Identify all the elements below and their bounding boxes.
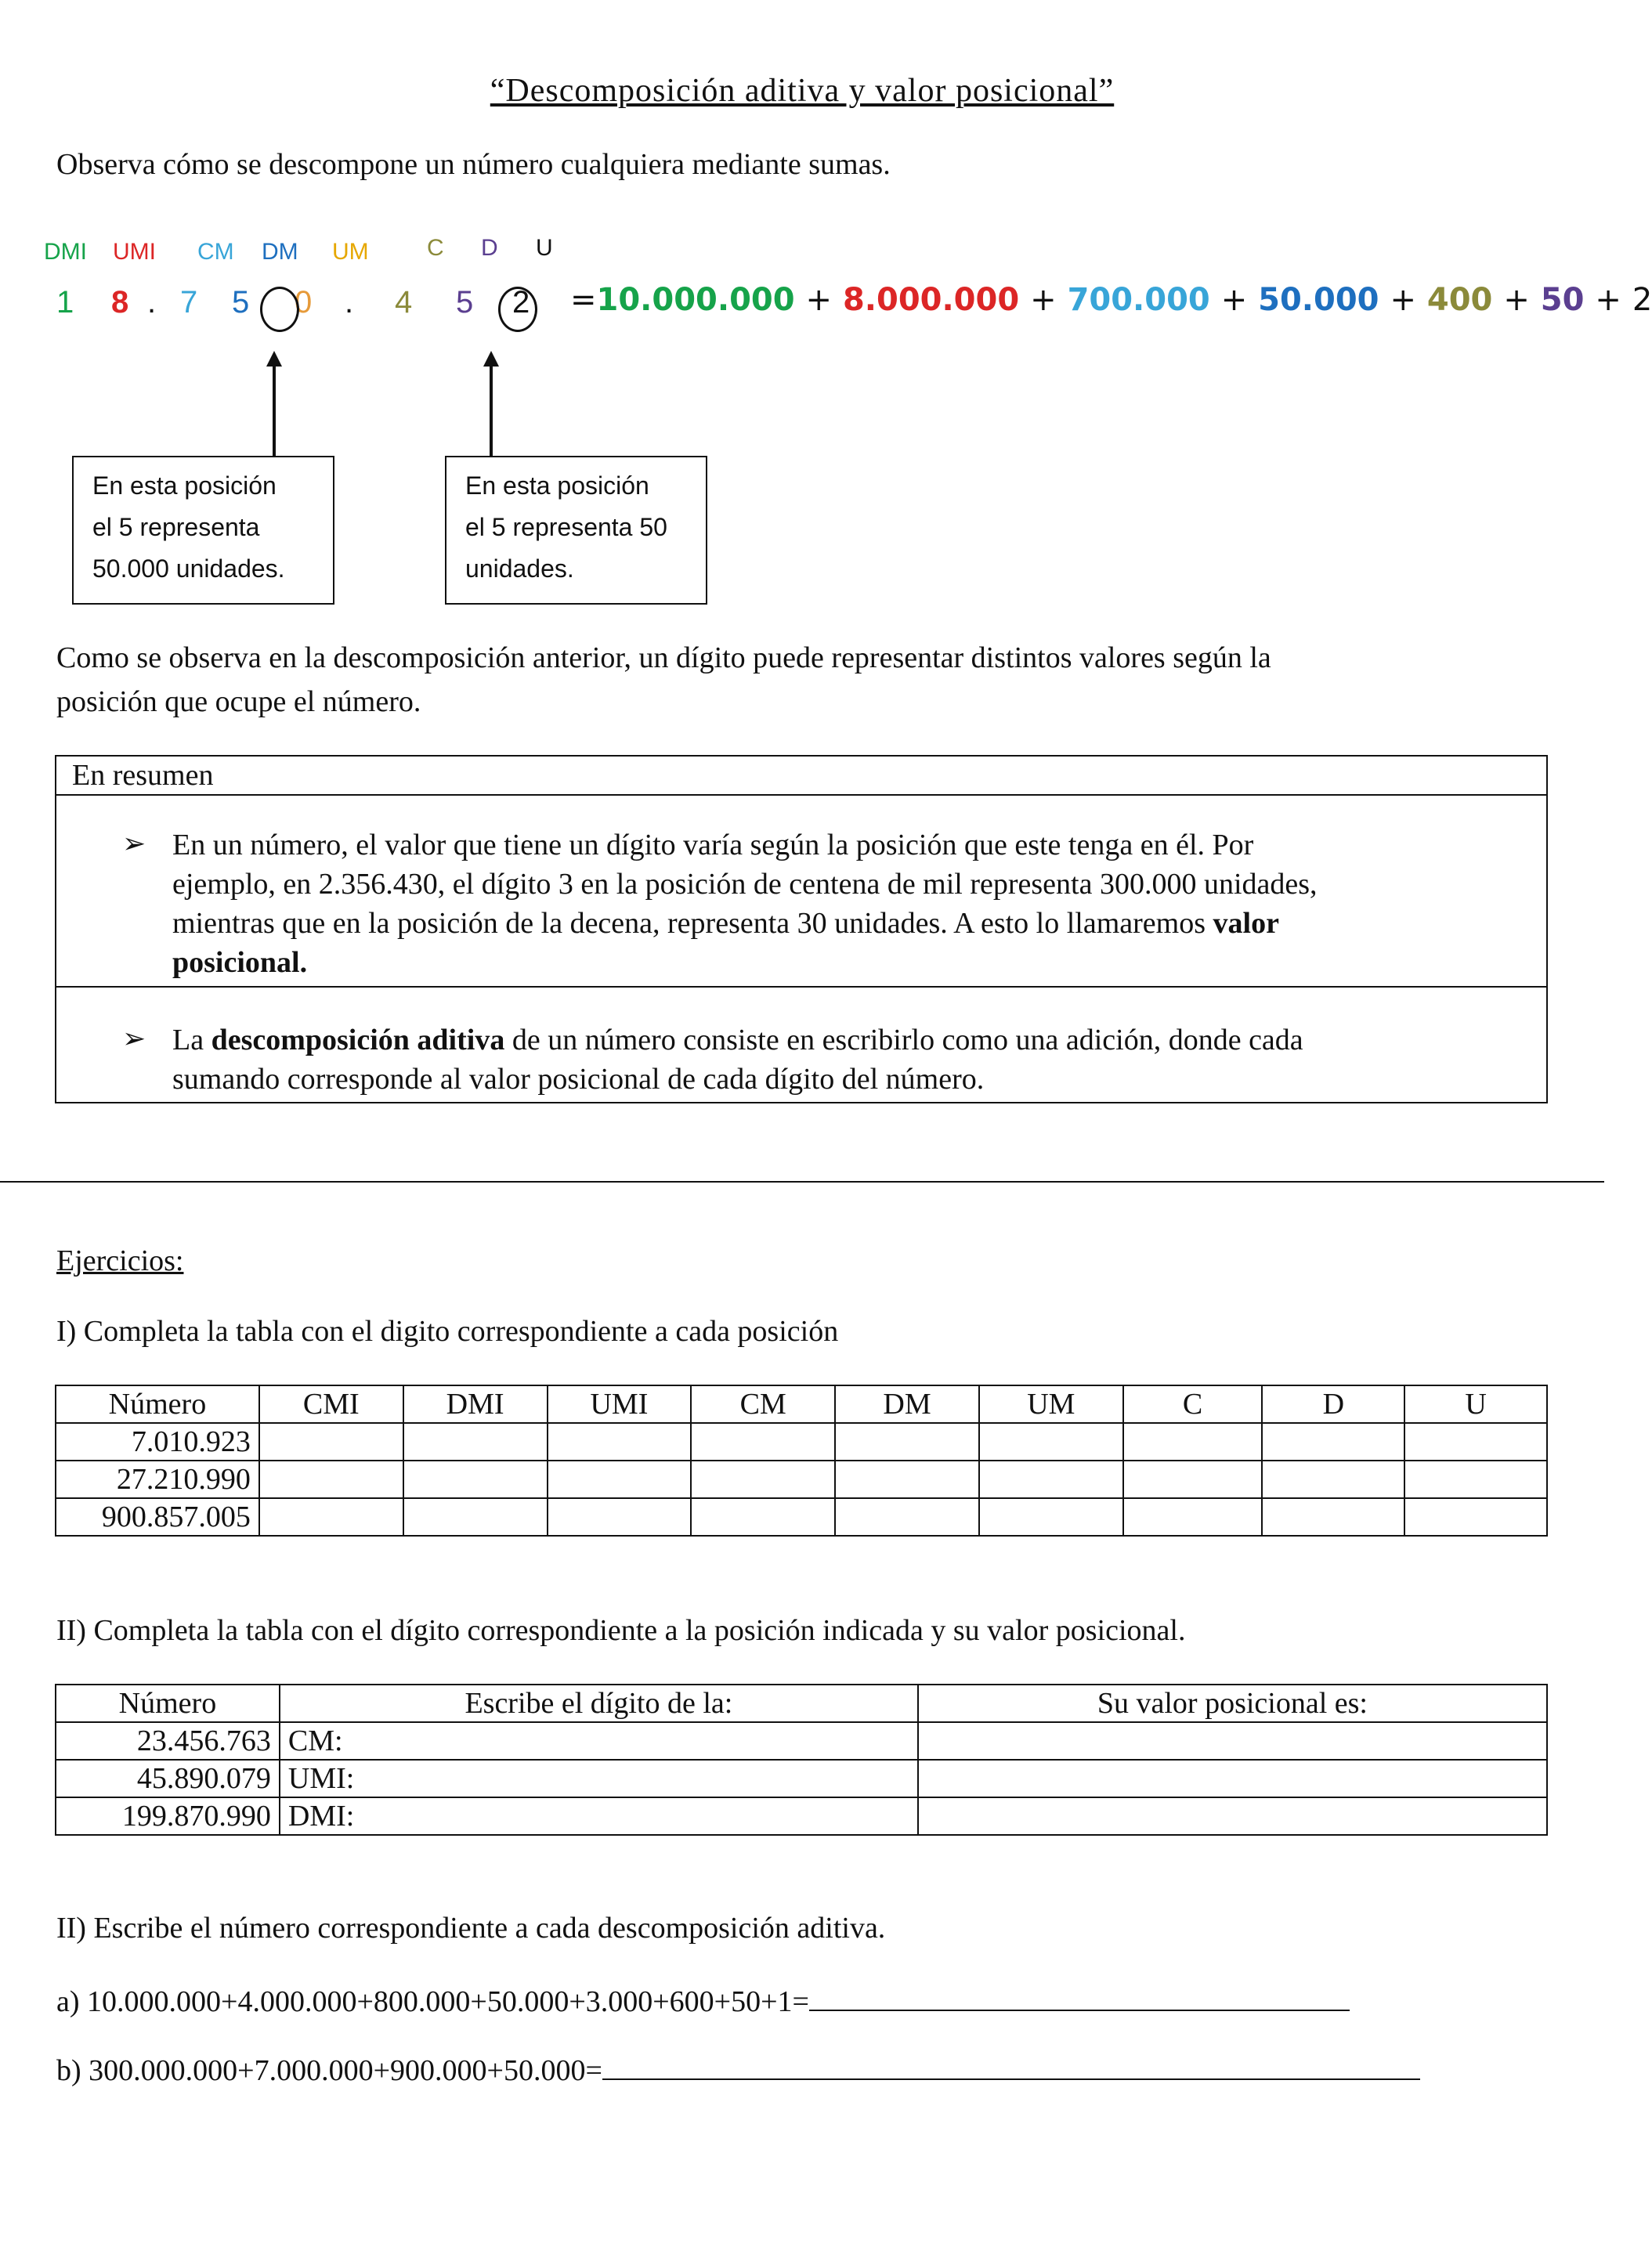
summary-box <box>55 755 1548 1103</box>
callout-line: el 5 representa 50 <box>465 513 667 541</box>
summary-line: En un número, el valor que tiene un dígito varía según la posición que este tenga en él. Por <box>172 829 1254 861</box>
summary-line <box>172 943 1515 982</box>
page-title: “Descomposición aditiva y valor posicional” <box>490 73 1115 109</box>
position-cell[interactable]: DMI: <box>280 1797 918 1835</box>
circle-highlight-dm <box>260 287 299 332</box>
answer-cell[interactable] <box>979 1461 1123 1498</box>
number-cell: 45.890.079 <box>56 1760 280 1797</box>
answer-cell[interactable] <box>1404 1423 1547 1461</box>
answer-cell[interactable] <box>918 1797 1547 1835</box>
number-cell: 23.456.763 <box>56 1722 280 1760</box>
answer-cell[interactable] <box>835 1461 979 1498</box>
column-header: C <box>1123 1385 1263 1423</box>
digit-dm: 5 <box>232 285 250 320</box>
summary-bold-term: valor <box>1213 907 1279 940</box>
column-header: CMI <box>259 1385 403 1423</box>
term: 10.000.000 <box>596 282 795 318</box>
exercise-2-table <box>55 1684 1548 1836</box>
summary-heading: En resumen <box>56 757 1546 796</box>
summary-line: sumando corresponde al valor posicional de cada dígito del número. <box>172 1063 985 1096</box>
answer-cell[interactable] <box>835 1423 979 1461</box>
plus-sign: + <box>1390 282 1416 318</box>
position-cell[interactable]: UMI: <box>280 1760 918 1797</box>
section-divider <box>0 1181 1604 1183</box>
exercise-3a-expression: a) 10.000.000+4.000.000+800.000+50.000+3.000+600+50+1= <box>56 1985 809 2018</box>
place-label-um: UM <box>332 239 369 265</box>
answer-cell[interactable] <box>1404 1498 1547 1536</box>
digit-cm: 7 <box>180 285 198 320</box>
answer-cell[interactable] <box>691 1461 835 1498</box>
table-row <box>56 1722 1547 1760</box>
answer-cell[interactable] <box>1262 1498 1404 1536</box>
exercise-1-table <box>55 1385 1548 1537</box>
place-label-d: D <box>481 235 498 261</box>
place-label-dmi: DMI <box>44 239 87 265</box>
number-cell: 199.870.990 <box>56 1797 280 1835</box>
answer-cell[interactable] <box>259 1423 403 1461</box>
exercise-2-prompt: II) Completa la tabla con el dígito correspondiente a la posición indicada y su valor posicional. <box>56 1614 1186 1647</box>
plus-sign: + <box>1220 282 1248 318</box>
summary-bold-term: descomposición aditiva <box>211 1024 505 1056</box>
summary-line <box>172 904 1515 943</box>
circle-highlight-d <box>498 287 537 332</box>
table-header-row <box>56 1685 1547 1722</box>
digit-umi: 8 <box>111 285 129 320</box>
place-label-cm: CM <box>197 239 234 265</box>
answer-cell[interactable] <box>1262 1423 1404 1461</box>
summary-item-descomposicion-aditiva <box>56 988 1546 1102</box>
column-header: Número <box>56 1385 259 1423</box>
table-row <box>56 1461 1547 1498</box>
column-header: CM <box>691 1385 835 1423</box>
callout-line: 50.000 unidades. <box>92 554 285 583</box>
place-label-umi: UMI <box>113 239 156 265</box>
exercise-3b-expression: b) 300.000.000+7.000.000+900.000+50.000= <box>56 2054 602 2087</box>
number-cell: 7.010.923 <box>56 1423 259 1461</box>
column-header: Su valor posicional es: <box>918 1685 1547 1722</box>
answer-cell[interactable] <box>403 1461 548 1498</box>
plus-sign: + <box>1503 282 1530 318</box>
place-label-dm: DM <box>262 239 298 265</box>
answer-line-a[interactable] <box>809 2010 1350 2011</box>
answer-cell[interactable] <box>918 1760 1547 1797</box>
answer-cell[interactable] <box>548 1498 692 1536</box>
summary-line: ejemplo, en 2.356.430, el dígito 3 en la posición de centena de mil representa 300.000 unidades, <box>172 868 1318 901</box>
answer-line-b[interactable] <box>602 2078 1420 2080</box>
digit-dmi: 1 <box>56 285 74 320</box>
exercise-3a <box>56 1980 1350 2024</box>
position-cell[interactable]: CM: <box>280 1722 918 1760</box>
answer-cell[interactable] <box>691 1498 835 1536</box>
digit-c: 4 <box>395 285 413 320</box>
number-cell: 27.210.990 <box>56 1461 259 1498</box>
place-label-c: C <box>427 235 444 261</box>
answer-cell[interactable] <box>1262 1461 1404 1498</box>
answer-cell[interactable] <box>548 1461 692 1498</box>
answer-cell[interactable] <box>259 1498 403 1536</box>
plus-sign: + <box>1030 282 1057 318</box>
answer-cell[interactable] <box>403 1498 548 1536</box>
exercise-3-prompt: II) Escribe el número correspondiente a cada descomposición aditiva. <box>56 1912 886 1945</box>
arrow-shaft <box>490 365 493 456</box>
answer-cell[interactable] <box>835 1498 979 1536</box>
callout-line: En esta posición <box>92 471 277 500</box>
arrow-up-icon <box>266 351 282 367</box>
equals-sign: = <box>570 282 597 318</box>
column-header: UMI <box>548 1385 692 1423</box>
answer-cell[interactable] <box>1404 1461 1547 1498</box>
answer-cell[interactable] <box>403 1423 548 1461</box>
additive-decomposition-expression <box>570 282 1652 318</box>
exercises-heading: Ejercicios: <box>56 1244 184 1277</box>
callout-line: unidades. <box>465 554 574 583</box>
summary-text: de un número consiste en escribirlo como una adición, donde cada <box>504 1024 1303 1056</box>
arrow-shaft <box>273 365 276 456</box>
answer-cell[interactable] <box>259 1461 403 1498</box>
answer-cell[interactable] <box>1123 1498 1263 1536</box>
exercise-1-prompt: I) Completa la tabla con el digito correspondiente a cada posición <box>56 1315 839 1348</box>
column-header: Número <box>56 1685 280 1722</box>
column-header: DMI <box>403 1385 548 1423</box>
digit-separator: . <box>345 285 354 320</box>
answer-cell[interactable] <box>918 1722 1547 1760</box>
summary-text: mientras que en la posición de la decena, representa 30 unidades. A esto lo llamaremos <box>172 907 1213 940</box>
number-cell: 900.857.005 <box>56 1498 259 1536</box>
column-header: UM <box>979 1385 1123 1423</box>
term: 2 <box>1632 282 1652 318</box>
digit-separator: . <box>147 285 157 320</box>
table-row <box>56 1498 1547 1536</box>
callout-box-d <box>445 456 707 605</box>
column-header: DM <box>835 1385 979 1423</box>
exercise-3b <box>56 2049 1420 2093</box>
table-row <box>56 1797 1547 1835</box>
callout-line: En esta posición <box>465 471 649 500</box>
answer-cell[interactable] <box>1123 1461 1263 1498</box>
summary-line <box>172 1020 1515 1060</box>
observation-line: Como se observa en la descomposición anterior, un dígito puede representar distintos valores según la <box>56 641 1271 674</box>
callout-line: el 5 representa <box>92 513 260 541</box>
table-row <box>56 1423 1547 1461</box>
arrow-bullet-icon: ➢ <box>122 1023 146 1054</box>
column-header: U <box>1404 1385 1547 1423</box>
term: 50.000 <box>1258 282 1379 318</box>
answer-cell[interactable] <box>548 1423 692 1461</box>
summary-text: La <box>172 1024 211 1056</box>
summary-bold-term: posicional. <box>172 946 308 979</box>
digit-u: 2 <box>512 285 530 320</box>
answer-cell[interactable] <box>691 1423 835 1461</box>
observation-text <box>56 636 1271 724</box>
table-header-row <box>56 1385 1547 1423</box>
term: 50 <box>1540 282 1585 318</box>
callout-box-dm <box>72 456 334 605</box>
digit-d: 5 <box>456 285 474 320</box>
table-row <box>56 1760 1547 1797</box>
digit-um: 0 <box>295 285 313 320</box>
term: 8.000.000 <box>842 282 1020 318</box>
column-header: Escribe el dígito de la: <box>280 1685 918 1722</box>
term: 700.000 <box>1067 282 1210 318</box>
answer-cell[interactable] <box>979 1498 1123 1536</box>
answer-cell[interactable] <box>1123 1423 1263 1461</box>
answer-cell[interactable] <box>979 1423 1123 1461</box>
arrow-up-icon <box>483 351 499 367</box>
observation-line: posición que ocupe el número. <box>56 685 421 718</box>
summary-item-valor-posicional <box>56 796 1546 988</box>
column-header: D <box>1262 1385 1404 1423</box>
arrow-bullet-icon: ➢ <box>122 828 146 859</box>
plus-sign: + <box>1595 282 1621 318</box>
place-label-u: U <box>536 235 553 261</box>
intro-text: Observa cómo se descompone un número cualquiera mediante sumas. <box>56 148 891 181</box>
term: 400 <box>1426 282 1493 318</box>
plus-sign: + <box>805 282 833 318</box>
